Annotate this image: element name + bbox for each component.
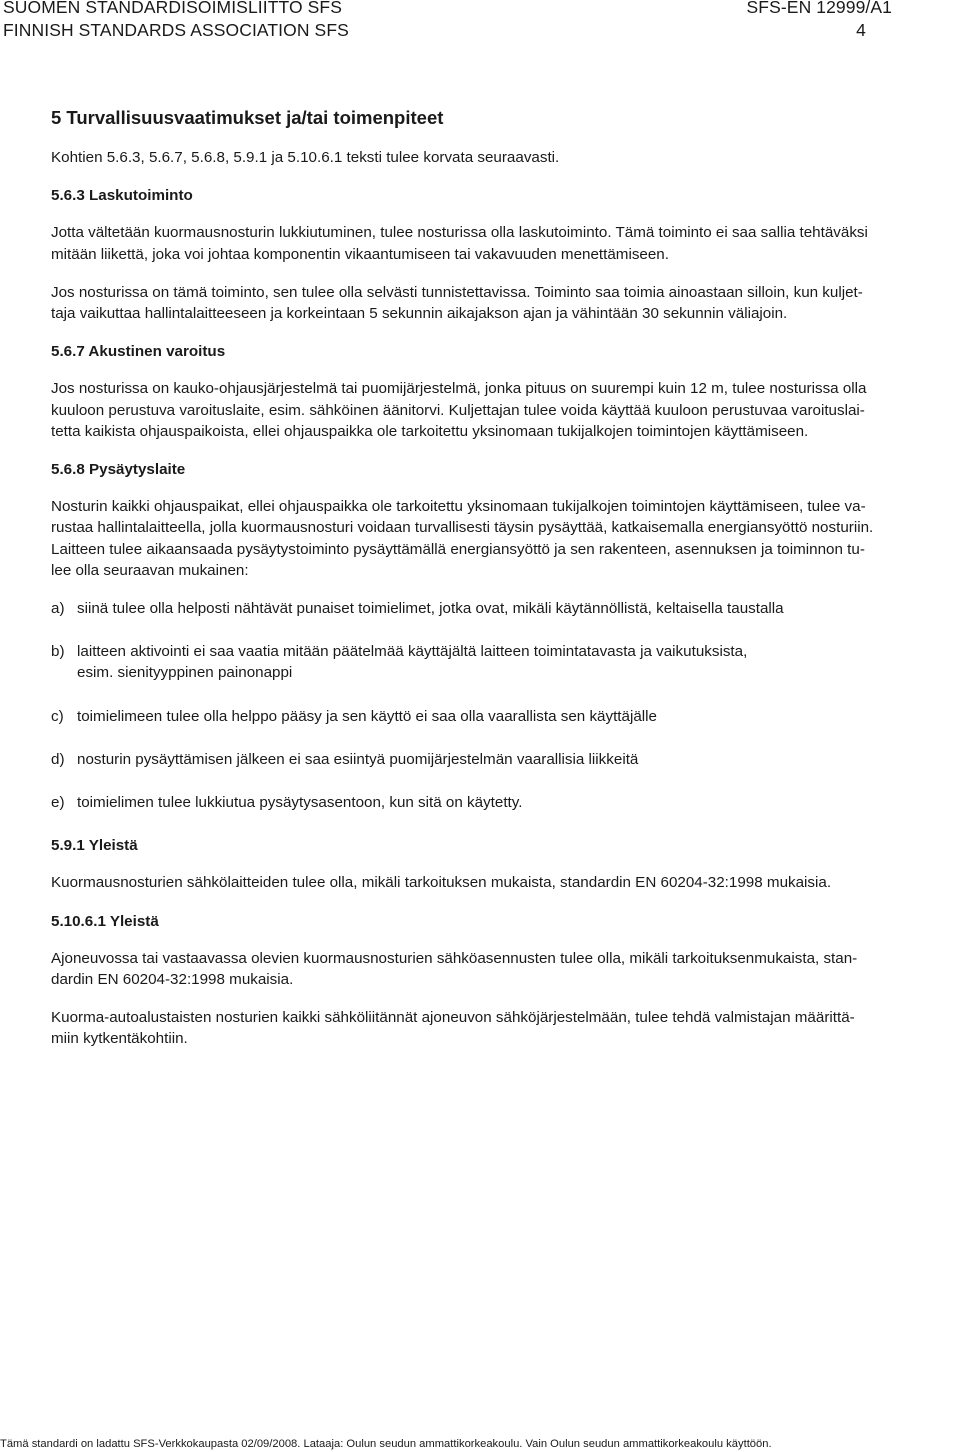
list-item-e [51, 792, 956, 813]
text-line: Laitteen tulee aikaansaada pysäytystoiminto pysäyttämällä energiansyöttö ja sen rakenteen, asennuksen ja toiminnon tu- [51, 540, 865, 558]
list-marker: b) [51, 643, 65, 661]
list-marker: d) [51, 750, 65, 768]
organization-name-en: FINNISH STANDARDS ASSOCIATION SFS [3, 20, 349, 40]
text-line: tetta kaikista ohjauspaikoista, ellei ohjauspaikka ole tarkoitettu yksinomaan tukijalkojen toimintojen käyttämiseen. [51, 422, 809, 440]
page-header [0, 0, 960, 42]
text-line: Kuorma-autoalustaisten nosturien kaikki sähköliitännät ajoneuvon sähköjärjestelmään, tulee tehdä valmistajan määrittä- [51, 1009, 855, 1027]
text-line: kuuloon perustuva varoituslaite, esim. sähköinen äänitorvi. Kuljettajan tulee voida käyttää kuuloon perustuvaa varoituslai- [51, 401, 865, 419]
list-item-c [51, 706, 956, 727]
text-line: lee olla seuraavan mukainen: [51, 561, 249, 579]
text-line: mitään liikettä, joka voi johtaa komponentin vikaantumiseen tai vakavuuden menettämiseen. [51, 245, 669, 263]
download-notice-footer: Tämä standardi on ladattu SFS-Verkkokaupasta 02/09/2008. Lataaja: Oulun seudun ammattikorkeakoulu. Vain Oulun seudun ammattikorkeakoulu käyttöön. [0, 1438, 772, 1450]
list-item-b [51, 641, 956, 683]
standard-id: SFS-EN 12999/A1 [746, 0, 892, 17]
paragraph-5-9-1 [51, 872, 956, 893]
list-item-text: esim. sienityyppinen painonappi [77, 664, 293, 682]
heading-5-6-7: 5.6.7 Akustinen varoitus [51, 343, 226, 361]
paragraph-5-6-3-a [51, 222, 956, 264]
text-line: rustaa hallintalaitteella, jolla kuormausnosturi voidaan turvallisesti täysin pysäyttää, katkaisemalla energiansyöttö nosturiin. [51, 519, 874, 537]
header-row-1 [0, 0, 960, 19]
list-marker: e) [51, 794, 65, 812]
paragraph-5-6-7 [51, 378, 956, 442]
organization-name-fi: SUOMEN STANDARDISOIMISLIITTO SFS [3, 0, 342, 17]
list-item-d [51, 749, 956, 770]
header-row-2 [0, 19, 960, 42]
heading-5-10-6-1: 5.10.6.1 Yleistä [51, 912, 159, 930]
page-number: 4 [856, 20, 866, 40]
paragraph-5-6-3-b [51, 282, 956, 324]
text-line: Jotta vältetään kuormausnosturin lukkiutuminen, tulee nosturissa olla laskutoiminto. Tämä toiminto ei saa sallia tehtäväksi [51, 224, 868, 242]
list-item-text: nosturin pysäyttämisen jälkeen ei saa esiintyä puomijärjestelmän vaarallisia liikkeitä [77, 750, 639, 768]
list-item-a [51, 598, 956, 619]
list-item-text: siinä tulee olla helposti nähtävät punaiset toimielimet, jotka ovat, mikäli käytännöllistä, keltaisella taustalla [77, 600, 784, 618]
text-line: miin kytkentäkohtiin. [51, 1030, 188, 1048]
text-line: Kuormausnosturien sähkölaitteiden tulee olla, mikäli tarkoituksen mukaista, standardin EN 60204-32:1998 mukaisia. [51, 874, 832, 892]
list-marker: c) [51, 707, 64, 725]
heading-5-6-8: 5.6.8 Pysäytyslaite [51, 461, 186, 479]
text-line: dardin EN 60204-32:1998 mukaisia. [51, 971, 294, 989]
text-line: Jos nosturissa on kauko-ohjausjärjestelmä tai puomijärjestelmä, jonka pituus on suurempi kuin 12 m, tulee nosturissa olla [51, 380, 867, 398]
text-line: Nosturin kaikki ohjauspaikat, ellei ohjauspaikka ole tarkoitettu yksinomaan tukijalkojen toimintojen käyttämiseen, tulee va- [51, 498, 866, 516]
text-line: taja vaikuttaa hallintalaitteeseen ja korkeintaan 5 sekunnin aikajakson ajan ja vähintään 30 sekunnin väliajoin. [51, 305, 788, 323]
list-item-text: laitteen aktivointi ei saa vaatia mitään päätelmää käyttäjältä laitteen toimintatavasta ja vaikutuksista, [77, 643, 748, 661]
heading-5-6-3: 5.6.3 Laskutoiminto [51, 187, 193, 205]
section-title: 5 Turvallisuusvaatimukset ja/tai toimenpiteet [51, 107, 444, 128]
document-body [51, 106, 956, 1067]
text-line: Ajoneuvossa tai vastaavassa olevien kuormausnosturien sähköasennusten tulee olla, mikäli tarkoituksenmukaista, stan- [51, 949, 858, 967]
paragraph-5-10-6-1-a [51, 948, 956, 990]
list-item-text: toimielimeen tulee olla helppo pääsy ja sen käyttö ei saa olla vaarallista sen käyttäjälle [77, 707, 657, 725]
list-marker: a) [51, 600, 65, 618]
paragraph-5-10-6-1-b [51, 1007, 956, 1049]
intro-paragraph: Kohtien 5.6.3, 5.6.7, 5.6.8, 5.9.1 ja 5.10.6.1 teksti tulee korvata seuraavasti. [51, 149, 560, 166]
heading-5-9-1: 5.9.1 Yleistä [51, 837, 138, 855]
list-item-text: toimielimen tulee lukkiutua pysäytysasentoon, kun sitä on käytetty. [77, 794, 523, 812]
text-line: Jos nosturissa on tämä toiminto, sen tulee olla selvästi tunnistettavissa. Toiminto saa toimia ainoastaan silloin, kun kuljet- [51, 283, 863, 301]
paragraph-5-6-8 [51, 496, 956, 581]
